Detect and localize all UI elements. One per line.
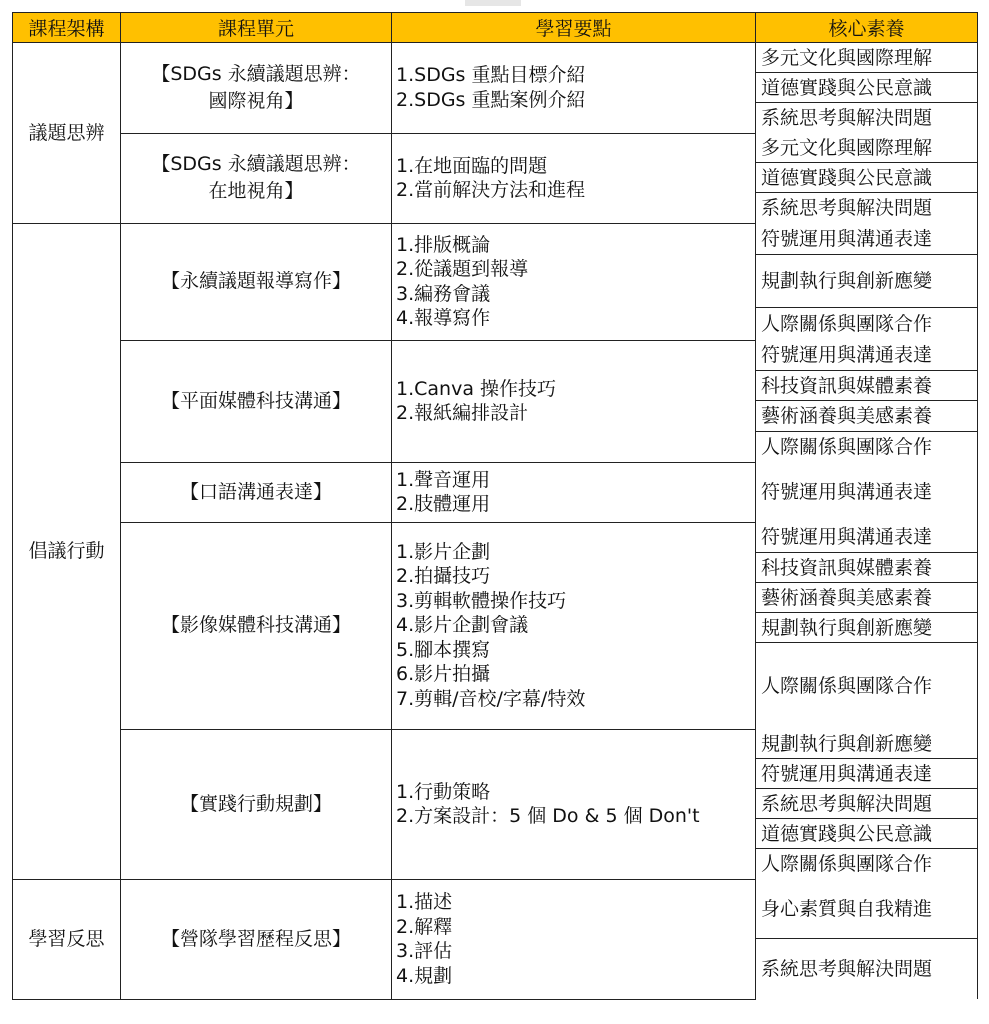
key-points-cell [392,133,756,223]
key-point: 2.方案設計：5 個 Do & 5 個 Don't [396,805,700,827]
unit-cell [121,223,392,340]
competencies-cell [756,133,978,223]
key-points-cell [392,462,756,522]
key-point: 2.SDGs 重點案例介紹 [396,88,586,111]
unit-name-line: 【SDGs 永續議題思辨： [151,153,361,175]
competency-item: 符號運用與溝通表達 [756,223,977,255]
competency-item: 規劃執行與創新應變 [756,613,977,643]
architecture-cell: 學習反思 [13,879,121,999]
competency-item: 藝術涵養與美感素養 [756,583,977,613]
unit-name-line: 國際視角】 [208,89,304,112]
competencies-cell [756,522,978,729]
competency-item: 人際關係與團隊合作 [761,313,933,335]
unit-name-line: 【影像媒體科技溝通】 [160,614,351,636]
header-unit: 課程單元 [121,13,392,43]
competency-item: 系統思考與解決問題 [761,197,933,219]
table-row [13,223,978,340]
course-table [12,12,978,1000]
key-point: 4.報導寫作 [396,307,491,329]
competencies-cell [756,729,978,879]
competency-item: 符號運用與溝通表達 [761,481,933,503]
unit-cell [121,43,392,134]
competency-item: 科技資訊與媒體素養 [756,553,977,583]
competency-item: 系統思考與解決問題 [756,789,977,819]
key-point: 2.從議題到報導 [396,258,529,280]
table-row [13,340,978,462]
key-points-cell [392,223,756,340]
unit-cell [121,133,392,223]
unit-name-line: 【實踐行動規劃】 [179,792,332,815]
competency-item: 規劃執行與創新應變 [756,255,977,308]
competencies-cell [756,879,978,999]
key-point: 3.編務會議 [396,282,491,305]
key-point: 2.拍攝技巧 [396,565,491,588]
key-point: 7.剪輯/音校/字幕/特效 [396,687,586,710]
table-row [13,522,978,729]
key-point: 1.Canva 操作技巧 [396,377,557,400]
competency-item: 系統思考與解決問題 [761,958,933,980]
competency-item: 道德實踐與公民意識 [756,163,977,193]
competencies-cell [756,223,978,340]
key-points-cell [392,729,756,879]
unit-name-line: 【永續議題報導寫作】 [160,270,351,292]
unit-name-line: 【SDGs 永續議題思辨： [151,62,361,85]
key-point: 1.排版概論 [396,233,491,256]
unit-name-line: 在地視角】 [208,180,304,202]
competencies-cell [756,462,978,522]
key-point: 1.聲音運用 [396,468,491,491]
key-points-cell [392,43,756,134]
key-point: 1.SDGs 重點目標介紹 [396,64,586,87]
competency-item: 人際關係與團隊合作 [761,675,933,697]
key-points-cell [392,522,756,729]
table-row [13,43,978,134]
competency-item: 系統思考與解決問題 [761,107,933,129]
key-point: 3.評估 [396,940,453,962]
architecture-cell: 議題思辨 [13,43,121,224]
table-row [13,462,978,522]
unit-name-line: 【營隊學習歷程反思】 [160,927,351,950]
competency-item: 人際關係與團隊合作 [761,436,933,458]
header-key-points: 學習要點 [392,13,756,43]
key-point: 5.腳本撰寫 [396,638,491,661]
competency-item: 科技資訊與媒體素養 [756,371,977,401]
competency-item: 藝術涵養與美感素養 [756,401,977,432]
competencies-cell [756,340,978,462]
unit-cell [121,879,392,999]
key-point: 1.描述 [396,891,453,913]
key-point: 2.當前解決方法和進程 [396,179,586,201]
competency-item: 符號運用與溝通表達 [756,340,977,371]
competency-item: 規劃執行與創新應變 [756,729,977,759]
table-row [13,729,978,879]
header-row [13,13,978,43]
competency-item: 道德實踐與公民意識 [756,819,977,849]
key-point: 2.解釋 [396,915,453,938]
competency-item: 符號運用與溝通表達 [756,759,977,789]
key-points-cell [392,340,756,462]
key-point: 1.行動策略 [396,780,491,803]
unit-cell [121,729,392,879]
key-point: 1.在地面臨的問題 [396,154,548,177]
competency-item: 道德實踐與公民意識 [756,73,977,103]
key-point: 3.剪輯軟體操作技巧 [396,589,567,612]
key-point: 6.影片拍攝 [396,663,491,686]
unit-cell [121,522,392,729]
unit-cell [121,340,392,462]
header-architecture: 課程架構 [13,13,121,43]
competency-item: 多元文化與國際理解 [756,43,977,73]
table-row [13,879,978,999]
top-scroll-strip [465,0,521,6]
competency-item: 人際關係與團隊合作 [761,853,933,875]
unit-name-line: 【平面媒體科技溝通】 [160,389,351,412]
key-point: 1.影片企劃 [396,540,491,563]
table-row [13,133,978,223]
header-competencies: 核心素養 [756,13,978,43]
competency-item: 身心素質與自我精進 [756,879,977,939]
unit-name-line: 【口語溝通表達】 [179,480,332,503]
key-point: 2.報紙編排設計 [396,402,529,424]
key-point: 4.影片企劃會議 [396,614,529,637]
unit-cell [121,462,392,522]
competencies-cell [756,43,978,134]
architecture-cell: 倡議行動 [13,223,121,879]
competency-item: 符號運用與溝通表達 [756,522,977,553]
key-point: 4.規劃 [396,964,453,987]
key-points-cell [392,879,756,999]
competency-item: 多元文化與國際理解 [756,133,977,163]
key-point: 2.肢體運用 [396,493,491,515]
